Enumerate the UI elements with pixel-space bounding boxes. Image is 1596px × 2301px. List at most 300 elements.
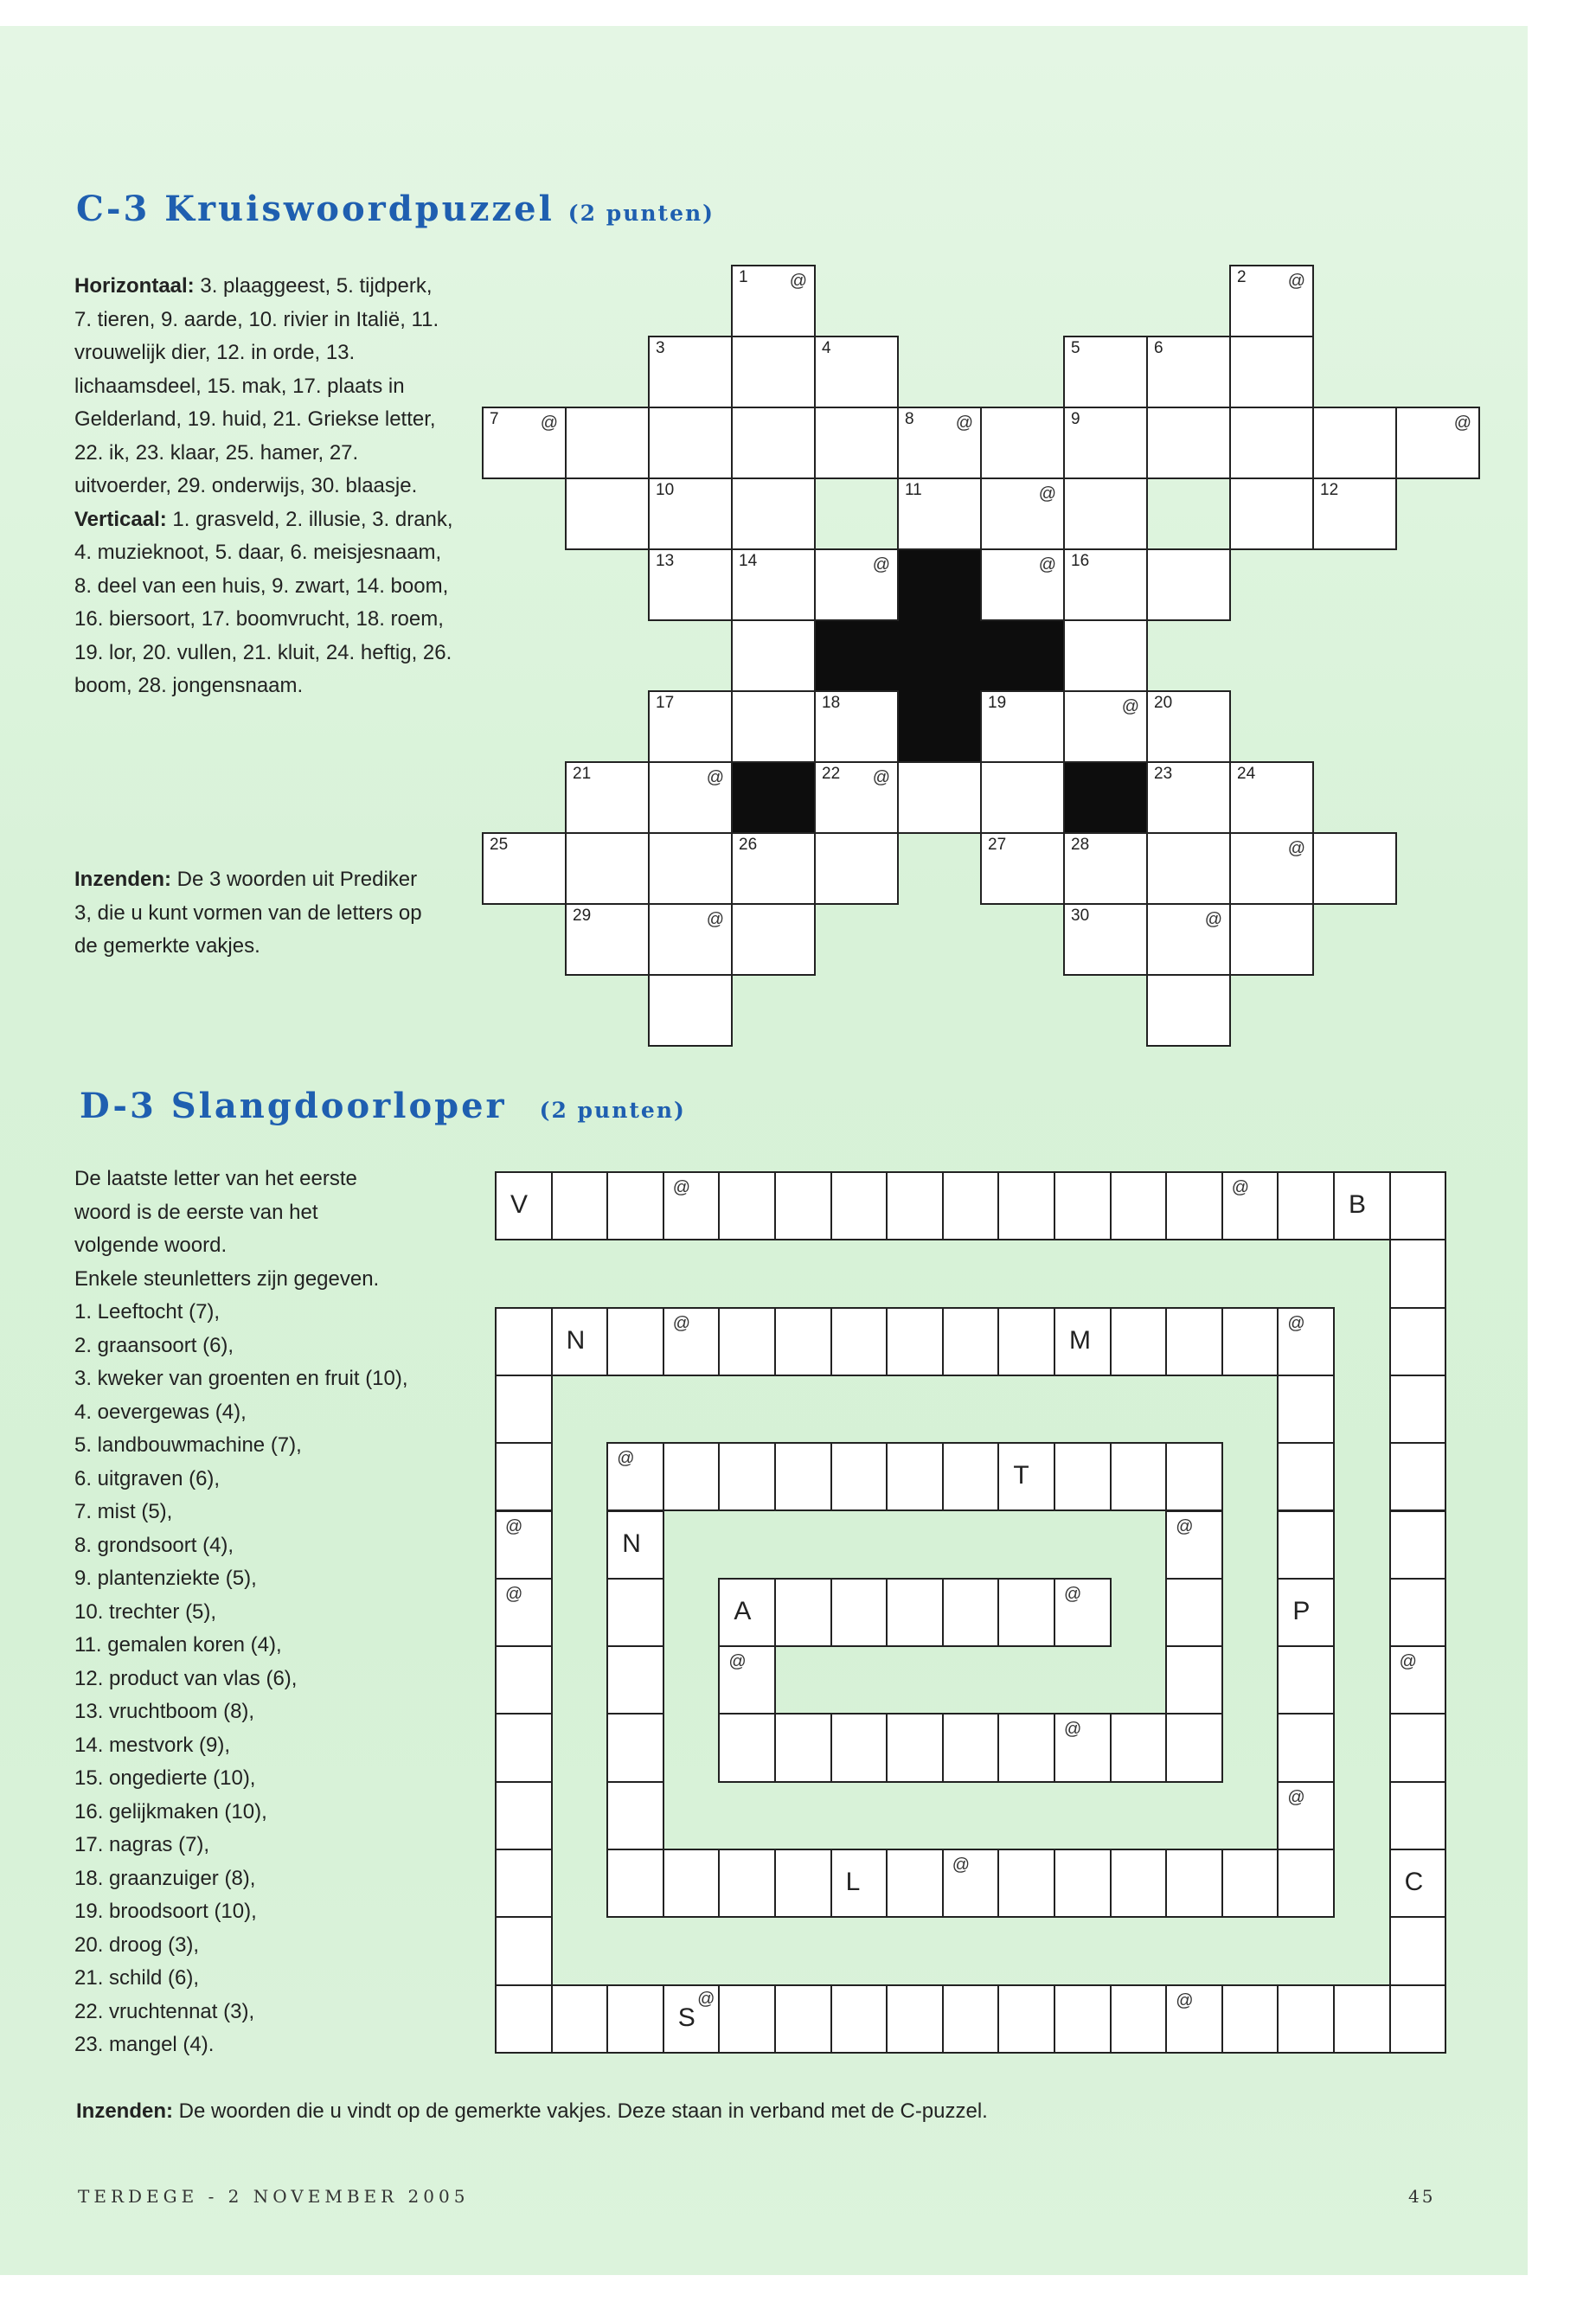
crossword-cell[interactable] — [980, 478, 1065, 550]
clue-number: 23 — [1154, 765, 1173, 783]
snake-cell[interactable] — [551, 1984, 609, 2054]
black-square — [897, 690, 980, 761]
marked-square-symbol: @ — [540, 413, 558, 433]
crossword-cell[interactable] — [814, 761, 899, 834]
snake-cell[interactable] — [495, 1307, 553, 1376]
marked-square-symbol: @ — [952, 1856, 971, 1875]
crossword-cell[interactable] — [1063, 548, 1148, 621]
crossword-cell[interactable] — [1063, 903, 1148, 976]
snake-heading — [80, 1086, 686, 1126]
marked-square-symbol: @ — [505, 1584, 523, 1604]
clue-number: 9 — [1071, 410, 1080, 428]
clue-item: 15. ongedierte (10), — [74, 1766, 256, 1790]
snake-cell[interactable] — [1165, 1171, 1223, 1240]
crossword-cell[interactable] — [731, 619, 816, 692]
intro-line: De laatste letter van het eerste — [74, 1167, 357, 1190]
crossword-cell[interactable] — [1146, 336, 1231, 408]
crossword-cell[interactable] — [565, 478, 650, 550]
clue-item: 16. gelijkmaken (10), — [74, 1799, 267, 1823]
crossword-cell[interactable] — [1395, 407, 1480, 479]
marked-square-symbol: @ — [706, 910, 724, 929]
snake-cell[interactable] — [1054, 1984, 1112, 2054]
crossword-cell[interactable] — [1312, 407, 1397, 479]
hint-letter: A — [734, 1596, 752, 1625]
submit-text: De woorden die u vindt op de gemerkte vakjes. Deze staan in verband met de C-puzzel. — [173, 2099, 988, 2123]
crossword-submit — [74, 863, 438, 964]
clue-number: 29 — [573, 907, 592, 925]
clue-item: 23. mangel (4). — [74, 2033, 215, 2056]
snake-cell[interactable] — [942, 1307, 1000, 1376]
crossword-cell[interactable] — [482, 407, 567, 479]
snake-cell[interactable] — [1054, 1171, 1112, 1240]
crossword-cell[interactable] — [1229, 336, 1314, 408]
clue-item: 14. mestvork (9), — [74, 1733, 231, 1757]
marked-square-symbol: @ — [789, 272, 807, 291]
snake-cell[interactable] — [1389, 1713, 1447, 1782]
clue-number: 24 — [1237, 765, 1256, 783]
snake-cell[interactable] — [997, 1442, 1055, 1511]
clue-item: 2. graansoort (6), — [74, 1333, 234, 1357]
snake-cell[interactable] — [997, 1171, 1055, 1240]
snake-cell[interactable] — [606, 1713, 664, 1782]
page-number: 45 — [1408, 2186, 1436, 2207]
clue-item: 4. oevergewas (4), — [74, 1400, 247, 1424]
snake-cell[interactable] — [495, 1442, 553, 1511]
clue-item: 17. nagras (7), — [74, 1833, 210, 1856]
clue-item: 22. vruchtennat (3), — [74, 1999, 255, 2023]
snake-cell[interactable] — [495, 1713, 553, 1782]
marked-square-symbol: @ — [1121, 697, 1139, 716]
hint-letter: C — [1404, 1868, 1424, 1896]
clue-number: 18 — [822, 694, 841, 712]
snake-cell[interactable] — [1389, 1984, 1447, 2054]
marked-square-symbol: @ — [872, 768, 890, 787]
marked-square-symbol: @ — [1176, 1516, 1194, 1536]
crossword-cell[interactable] — [1229, 761, 1314, 834]
snake-cell[interactable] — [1277, 1442, 1335, 1511]
snake-cell[interactable] — [942, 1849, 1000, 1918]
crossword-cell[interactable] — [1146, 407, 1231, 479]
clue-item: 12. product van vlas (6), — [74, 1666, 298, 1690]
crossword-cell[interactable] — [1146, 548, 1231, 621]
clue-number: 11 — [905, 481, 922, 499]
clue-item: 13. vruchtboom (8), — [74, 1700, 255, 1723]
crossword-cell[interactable] — [648, 690, 733, 763]
snake-cell[interactable] — [886, 1171, 944, 1240]
crossword-cell[interactable] — [482, 832, 567, 905]
clue-number: 2 — [1237, 268, 1247, 286]
crossword-cell[interactable] — [1146, 761, 1231, 834]
crossword-cell[interactable] — [1063, 336, 1148, 408]
snake-cell[interactable] — [1333, 1984, 1391, 2054]
clue-item: 7. mist (5), — [74, 1500, 173, 1523]
crossword-cell[interactable] — [565, 903, 650, 976]
snake-cell[interactable] — [774, 1307, 832, 1376]
snake-cell[interactable] — [830, 1713, 888, 1782]
snake-cell[interactable] — [774, 1984, 832, 2054]
snake-cell[interactable] — [1110, 1849, 1168, 1918]
crossword-cell[interactable] — [1312, 478, 1397, 550]
snake-cell[interactable] — [997, 1984, 1055, 2054]
snake-cell[interactable] — [1221, 1984, 1279, 2054]
crossword-cell[interactable] — [731, 690, 816, 763]
snake-cell[interactable] — [1221, 1307, 1279, 1376]
clue-number: 25 — [490, 836, 509, 854]
snake-cell[interactable] — [1165, 1645, 1223, 1715]
crossword-cell[interactable] — [648, 832, 733, 905]
crossword-cell[interactable] — [731, 265, 816, 337]
crossword-cell[interactable] — [648, 548, 733, 621]
snake-cell[interactable] — [1165, 1442, 1223, 1511]
black-square — [980, 619, 1063, 690]
clue-number: 8 — [905, 410, 914, 428]
marked-square-symbol: @ — [706, 768, 724, 787]
crossword-cell[interactable] — [814, 832, 899, 905]
snake-cell[interactable] — [1389, 1307, 1447, 1376]
snake-cell[interactable] — [1277, 1171, 1335, 1240]
marked-square-symbol: @ — [1287, 1313, 1305, 1333]
snake-cell[interactable] — [1389, 1916, 1447, 1985]
crossword-cell[interactable] — [980, 761, 1065, 834]
snake-cell[interactable] — [830, 1171, 888, 1240]
snake-cell[interactable] — [942, 1713, 1000, 1782]
intro-line: Enkele steunletters zijn gegeven. — [74, 1266, 380, 1291]
snake-cell[interactable] — [718, 1171, 776, 1240]
snake-cell[interactable] — [1277, 1307, 1335, 1376]
snake-cell[interactable] — [1277, 1781, 1335, 1850]
snake-cell[interactable] — [942, 1442, 1000, 1511]
snake-cell[interactable] — [1165, 1510, 1223, 1580]
snake-cell[interactable] — [495, 1849, 553, 1918]
snake-cell[interactable] — [1110, 1442, 1168, 1511]
snake-cell[interactable] — [1389, 1849, 1447, 1918]
crossword-cell[interactable] — [648, 903, 733, 976]
horizontal-label: Horizontaal: — [74, 274, 195, 298]
crossword-cell[interactable] — [731, 478, 816, 550]
snake-cell[interactable] — [1389, 1442, 1447, 1511]
snake-cell[interactable] — [718, 1442, 776, 1511]
clue-number: 20 — [1154, 694, 1173, 712]
snake-cell[interactable] — [1389, 1578, 1447, 1647]
crossword-cell[interactable] — [1229, 478, 1314, 550]
crossword-cell[interactable] — [897, 761, 982, 834]
snake-cell[interactable] — [606, 1781, 664, 1850]
snake-cell[interactable] — [1389, 1781, 1447, 1850]
snake-cell[interactable] — [663, 1171, 721, 1240]
clue-number: 27 — [988, 836, 1007, 854]
crossword-cell[interactable] — [1063, 478, 1148, 550]
vertical-clues: 1. grasveld, 2. illusie, 3. drank, 4. muzieknoot, 5. daar, 6. meisjesnaam, 8. deel van een huis, 9. zwart, 14. boom, 16. biersoort, 17. boomvrucht, 18. roem, 19. lor, 20. vullen, 21. kluit, 24. heftig, 26. boom, 28. jongensnaam. — [74, 507, 453, 697]
crossword-cell[interactable] — [731, 407, 816, 479]
crossword-cell[interactable] — [648, 478, 733, 550]
clue-number: 6 — [1154, 339, 1163, 357]
intro-line: woord is de eerste van het — [74, 1200, 318, 1224]
snake-cell[interactable] — [1110, 1307, 1168, 1376]
snake-title: D-3 Slangdoorloper — [80, 1086, 507, 1126]
snake-cell[interactable] — [1389, 1375, 1447, 1444]
snake-cell[interactable] — [1221, 1849, 1279, 1918]
crossword-cell[interactable] — [1312, 832, 1397, 905]
hint-letter: B — [1349, 1190, 1367, 1219]
black-square — [897, 548, 980, 619]
crossword-cell[interactable] — [648, 974, 733, 1047]
snake-cell[interactable] — [1110, 1984, 1168, 2054]
snake-cell[interactable] — [1389, 1645, 1447, 1715]
snake-cell[interactable] — [1389, 1510, 1447, 1580]
snake-cell[interactable] — [1165, 1307, 1223, 1376]
crossword-cell[interactable] — [814, 336, 899, 408]
clue-item: 3. kweker van groenten en fruit (10), — [74, 1367, 408, 1390]
crossword-heading — [76, 189, 715, 229]
snake-cell[interactable] — [495, 1171, 553, 1240]
vertical-label: Verticaal: — [74, 507, 167, 531]
snake-cell[interactable] — [774, 1578, 832, 1647]
snake-cell[interactable] — [830, 1984, 888, 2054]
black-square — [814, 619, 897, 690]
snake-cell[interactable] — [886, 1442, 944, 1511]
black-square — [897, 619, 980, 690]
clue-item: 10. trechter (5), — [74, 1599, 217, 1624]
snake-cell[interactable] — [1054, 1849, 1112, 1918]
snake-cell[interactable] — [1389, 1239, 1447, 1308]
snake-cell[interactable] — [1277, 1713, 1335, 1782]
crossword-cell[interactable] — [980, 832, 1065, 905]
clue-number: 4 — [822, 339, 831, 357]
snake-cell[interactable] — [1110, 1171, 1168, 1240]
marked-square-symbol: @ — [1287, 272, 1305, 291]
snake-cell[interactable] — [886, 1307, 944, 1376]
snake-cell[interactable] — [1277, 1375, 1335, 1444]
clue-number: 7 — [490, 410, 499, 428]
snake-cell[interactable] — [606, 1849, 664, 1918]
clue-item: 18. graanzuiger (8), — [74, 1866, 256, 1890]
snake-cell[interactable] — [830, 1307, 888, 1376]
marked-square-symbol: @ — [728, 1652, 747, 1672]
snake-cell[interactable] — [718, 1307, 776, 1376]
snake-cell[interactable] — [774, 1171, 832, 1240]
snake-cell[interactable] — [606, 1984, 664, 2054]
snake-cell[interactable] — [495, 1375, 553, 1444]
snake-cell[interactable] — [1165, 1849, 1223, 1918]
snake-cell[interactable] — [495, 1645, 553, 1715]
clue-number: 22 — [822, 765, 841, 783]
clue-item: 19. broodsoort (10), — [74, 1900, 257, 1923]
snake-cell[interactable] — [1054, 1442, 1112, 1511]
snake-cell[interactable] — [606, 1578, 664, 1647]
crossword-cell[interactable] — [648, 761, 733, 834]
hint-letter: P — [1292, 1596, 1311, 1625]
snake-cell[interactable] — [495, 1578, 553, 1647]
snake-cell[interactable] — [997, 1849, 1055, 1918]
clue-number: 30 — [1071, 907, 1090, 925]
snake-cell[interactable] — [997, 1578, 1055, 1647]
snake-cell[interactable] — [1054, 1578, 1112, 1647]
snake-cell[interactable] — [606, 1307, 664, 1376]
snake-cell[interactable] — [830, 1849, 888, 1918]
snake-cell[interactable] — [1054, 1713, 1112, 1782]
snake-cell[interactable] — [495, 1510, 553, 1580]
snake-cell[interactable] — [663, 1307, 721, 1376]
black-square — [731, 761, 814, 832]
marked-square-symbol: @ — [1231, 1178, 1250, 1197]
horizontal-clues: 3. plaaggeest, 5. tijdperk, 7. tieren, 9. aarde, 10. rivier in Italië, 11. vrouwelijk dier, 12. in orde, 13. lichaamsdeel, 15. mak, 17. plaats in Gelderland, 19. huid, 21. Griekse letter, 22. ik, 23. klaar, 25. hamer, 27. uitvoerder, 29. onderwijs, 30. blaasje. — [74, 274, 439, 497]
snake-cell[interactable] — [495, 1916, 553, 1985]
snake-cell[interactable] — [606, 1442, 664, 1511]
snake-cell[interactable] — [942, 1578, 1000, 1647]
crossword-cell[interactable] — [897, 407, 982, 479]
snake-submit — [76, 2095, 988, 2129]
crossword-cell[interactable] — [1146, 974, 1231, 1047]
crossword-cell[interactable] — [1063, 407, 1148, 479]
snake-cell[interactable] — [1165, 1713, 1223, 1782]
marked-square-symbol: @ — [1064, 1584, 1082, 1604]
crossword-cell[interactable] — [897, 478, 982, 550]
snake-cell[interactable] — [1389, 1171, 1447, 1240]
crossword-cell[interactable] — [1146, 690, 1231, 763]
snake-cell[interactable] — [886, 1849, 944, 1918]
snake-cell[interactable] — [774, 1849, 832, 1918]
crossword-cell[interactable] — [814, 548, 899, 621]
snake-cell[interactable] — [718, 1984, 776, 2054]
snake-cell[interactable] — [997, 1713, 1055, 1782]
marked-square-symbol: @ — [672, 1178, 691, 1197]
crossword-cell[interactable] — [1229, 407, 1314, 479]
snake-cell[interactable] — [886, 1984, 944, 2054]
hint-letter: S — [677, 2003, 695, 2032]
snake-cell[interactable] — [495, 1781, 553, 1850]
crossword-cell[interactable] — [648, 336, 733, 408]
hint-letter: N — [622, 1529, 641, 1558]
marked-square-symbol: @ — [872, 555, 890, 574]
snake-cell[interactable] — [1221, 1171, 1279, 1240]
marked-square-symbol: @ — [672, 1313, 691, 1333]
snake-cell[interactable] — [942, 1984, 1000, 2054]
submit-label: Inzenden: — [76, 2099, 173, 2123]
marked-square-symbol: @ — [1176, 1990, 1194, 2010]
hint-letter: M — [1069, 1325, 1091, 1355]
crossword-title: C-3 Kruiswoordpuzzel — [76, 189, 554, 229]
crossword-cell[interactable] — [980, 407, 1065, 479]
snake-cell[interactable] — [830, 1442, 888, 1511]
crossword-cell[interactable] — [731, 832, 816, 905]
crossword-cell[interactable] — [565, 832, 650, 905]
snake-cell[interactable] — [1277, 1849, 1335, 1918]
clue-number: 21 — [573, 765, 592, 783]
snake-cell[interactable] — [551, 1307, 609, 1376]
crossword-cell[interactable] — [1229, 265, 1314, 337]
hint-letter: V — [510, 1190, 529, 1219]
snake-clues — [74, 1163, 408, 2062]
snake-cell[interactable] — [1054, 1307, 1112, 1376]
crossword-cell[interactable] — [980, 548, 1065, 621]
marked-square-symbol: @ — [1287, 1787, 1305, 1807]
clue-item: 20. droog (3), — [74, 1932, 200, 1957]
clue-item: 1. Leeftocht (7), — [74, 1300, 221, 1324]
snake-cell[interactable] — [1277, 1578, 1335, 1647]
clue-item: 11. gemalen koren (4), — [74, 1633, 282, 1657]
snake-cell[interactable] — [1165, 1984, 1223, 2054]
crossword-cell[interactable] — [731, 903, 816, 976]
snake-cell[interactable] — [1277, 1645, 1335, 1715]
crossword-cell[interactable] — [565, 407, 650, 479]
marked-square-symbol: @ — [505, 1516, 523, 1536]
snake-cell[interactable] — [606, 1171, 664, 1240]
snake-cell[interactable] — [774, 1713, 832, 1782]
hint-letter: N — [566, 1325, 586, 1355]
marked-square-symbol: @ — [1287, 839, 1305, 858]
black-square — [1063, 761, 1146, 832]
snake-cell[interactable] — [663, 1442, 721, 1511]
marked-square-symbol: @ — [1204, 910, 1222, 929]
crossword-cell[interactable] — [1146, 832, 1231, 905]
snake-cell[interactable] — [1277, 1510, 1335, 1580]
hint-letter: T — [1013, 1461, 1029, 1490]
clue-item: 6. uitgraven (6), — [74, 1466, 221, 1490]
snake-cell[interactable] — [663, 1984, 721, 2054]
crossword-cell[interactable] — [731, 336, 816, 408]
crossword-cell[interactable] — [1146, 903, 1231, 976]
clue-number: 26 — [739, 836, 758, 854]
crossword-cell[interactable] — [814, 407, 899, 479]
snake-cell[interactable] — [718, 1713, 776, 1782]
clue-number: 1 — [739, 268, 748, 286]
snake-cell[interactable] — [1110, 1713, 1168, 1782]
clue-number: 13 — [656, 552, 675, 570]
crossword-cell[interactable] — [814, 690, 899, 763]
snake-cell[interactable] — [886, 1713, 944, 1782]
snake-cell[interactable] — [830, 1578, 888, 1647]
snake-cell[interactable] — [886, 1578, 944, 1647]
snake-cell[interactable] — [942, 1171, 1000, 1240]
snake-cell[interactable] — [718, 1578, 776, 1647]
crossword-points: (2 punten) — [567, 201, 715, 226]
hint-letter: L — [845, 1868, 861, 1896]
crossword-cell[interactable] — [1063, 690, 1148, 763]
clue-number: 17 — [656, 694, 675, 712]
snake-cell[interactable] — [1277, 1984, 1335, 2054]
snake-cell[interactable] — [1333, 1171, 1391, 1240]
snake-cell[interactable] — [718, 1645, 776, 1715]
marked-square-symbol: @ — [955, 413, 973, 433]
crossword-cell[interactable] — [1063, 832, 1148, 905]
clue-number: 16 — [1071, 552, 1090, 570]
clue-number: 28 — [1071, 836, 1090, 854]
snake-cell[interactable] — [606, 1510, 664, 1580]
snake-cell[interactable] — [606, 1645, 664, 1715]
crossword-cell[interactable] — [980, 690, 1065, 763]
snake-cell[interactable] — [997, 1307, 1055, 1376]
crossword-cell[interactable] — [565, 761, 650, 834]
footer-publication: TERDEGE - 2 NOVEMBER 2005 — [78, 2186, 470, 2207]
crossword-cell[interactable] — [1063, 619, 1148, 692]
crossword-cell[interactable] — [648, 407, 733, 479]
marked-square-symbol: @ — [1038, 555, 1056, 574]
crossword-cell[interactable] — [1229, 832, 1314, 905]
snake-cell[interactable] — [774, 1442, 832, 1511]
clue-item: 8. grondsoort (4), — [74, 1533, 234, 1557]
crossword-cell[interactable] — [731, 548, 816, 621]
snake-cell[interactable] — [495, 1984, 553, 2054]
intro-line: volgende woord. — [74, 1234, 228, 1257]
clue-item: 21. schild (6), — [74, 1966, 200, 1990]
snake-cell[interactable] — [718, 1849, 776, 1918]
crossword-cell[interactable] — [1229, 903, 1314, 976]
clue-number: 3 — [656, 339, 665, 357]
snake-cell[interactable] — [1165, 1578, 1223, 1647]
snake-cell[interactable] — [551, 1171, 609, 1240]
clue-number: 12 — [1320, 481, 1339, 499]
snake-cell[interactable] — [663, 1849, 721, 1918]
